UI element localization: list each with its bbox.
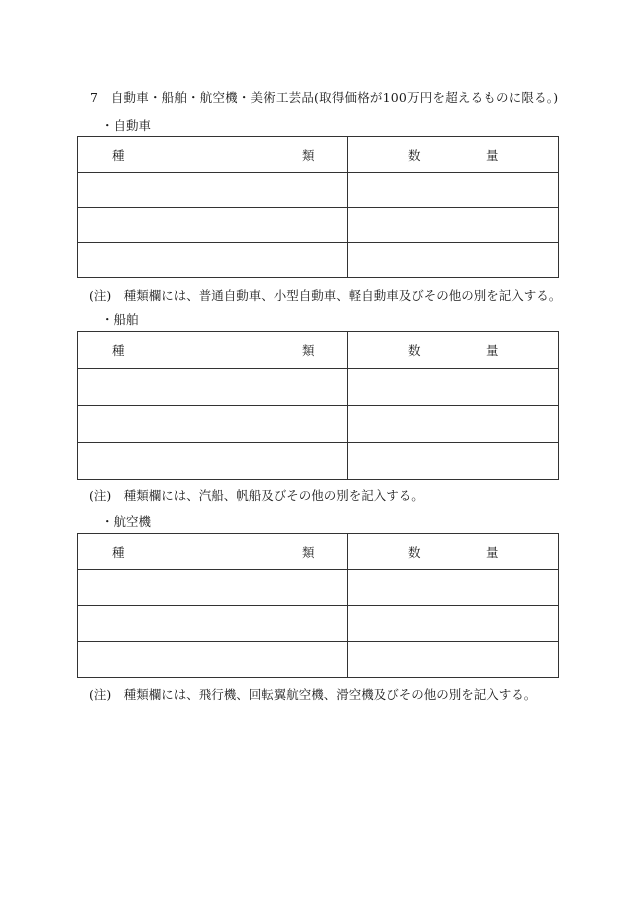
- kind-header-char-2: 類: [302, 343, 315, 358]
- quantity-header: [348, 332, 559, 369]
- kind-header-char-1: 種: [112, 147, 125, 163]
- quantity-cell[interactable]: [348, 606, 559, 642]
- kind-header-char-1: 種: [112, 544, 125, 560]
- note-ship: (注) 種類欄には、汽船、帆船及びその他の別を記入する。: [89, 488, 424, 503]
- kind-cell[interactable]: [78, 208, 348, 243]
- quantity-header: [348, 137, 559, 173]
- kind-header-char-2: 類: [302, 147, 315, 163]
- quantity-header-char-1: 数: [408, 147, 421, 163]
- section-heading-ship: ・船舶: [101, 312, 139, 327]
- kind-cell[interactable]: [78, 642, 348, 678]
- ship-table: [77, 331, 559, 480]
- quantity-header-char-2: 量: [486, 343, 499, 358]
- quantity-cell[interactable]: [348, 570, 559, 606]
- table-row: [78, 443, 559, 480]
- table-row: [78, 406, 559, 443]
- kind-header: [78, 534, 348, 570]
- aircraft-table: [77, 533, 559, 678]
- kind-cell[interactable]: [78, 406, 348, 443]
- note-car: (注) 種類欄には、普通自動車、小型自動車、軽自動車及びその他の別を記入する。: [89, 288, 562, 303]
- kind-header: [78, 137, 348, 173]
- quantity-cell[interactable]: [348, 208, 559, 243]
- car-table: [77, 136, 559, 278]
- kind-cell[interactable]: [78, 606, 348, 642]
- table-header-row: [78, 137, 559, 173]
- table-row: [78, 606, 559, 642]
- kind-cell[interactable]: [78, 369, 348, 406]
- quantity-cell[interactable]: [348, 443, 559, 480]
- table-header-row: [78, 534, 559, 570]
- table-row: [78, 642, 559, 678]
- kind-header-char-2: 類: [302, 544, 315, 560]
- quantity-cell[interactable]: [348, 642, 559, 678]
- section-heading-aircraft: ・航空機: [101, 514, 152, 529]
- quantity-header-char-2: 量: [486, 544, 499, 560]
- quantity-cell[interactable]: [348, 369, 559, 406]
- note-aircraft: (注) 種類欄には、飛行機、回転翼航空機、滑空機及びその他の別を記入する。: [89, 687, 537, 702]
- kind-cell[interactable]: [78, 243, 348, 278]
- kind-header: [78, 332, 348, 369]
- page-title: 7 自動車・船舶・航空機・美術工芸品(取得価格が100万円を超えるものに限る。): [90, 90, 559, 105]
- kind-cell[interactable]: [78, 173, 348, 208]
- table-row: [78, 369, 559, 406]
- quantity-header-char-1: 数: [408, 343, 421, 358]
- quantity-cell[interactable]: [348, 406, 559, 443]
- quantity-header-char-2: 量: [486, 147, 499, 163]
- quantity-header: [348, 534, 559, 570]
- table-row: [78, 173, 559, 208]
- quantity-header-char-1: 数: [408, 544, 421, 560]
- table-row: [78, 243, 559, 278]
- kind-header-char-1: 種: [112, 343, 125, 358]
- table-row: [78, 208, 559, 243]
- kind-cell[interactable]: [78, 570, 348, 606]
- quantity-cell[interactable]: [348, 173, 559, 208]
- quantity-cell[interactable]: [348, 243, 559, 278]
- section-heading-car: ・自動車: [101, 118, 152, 133]
- table-row: [78, 570, 559, 606]
- table-header-row: [78, 332, 559, 369]
- kind-cell[interactable]: [78, 443, 348, 480]
